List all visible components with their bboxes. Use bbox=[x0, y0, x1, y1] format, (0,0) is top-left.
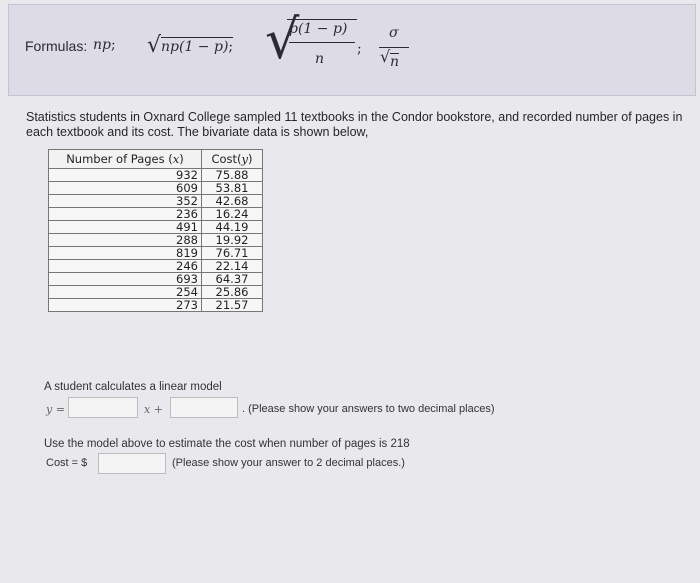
formula-sep-1: ; bbox=[110, 37, 116, 53]
cell-pages: 288 bbox=[49, 234, 202, 247]
table-row bbox=[49, 182, 263, 195]
column-header-pages-text: Number of Pages ( bbox=[66, 152, 173, 166]
estimate-prompt: Use the model above to estimate the cost when number of pages is 218 bbox=[44, 438, 410, 450]
cell-cost: 22.14 bbox=[202, 260, 263, 273]
column-header-pages-var: x bbox=[172, 152, 180, 166]
table-row bbox=[49, 221, 263, 234]
cell-pages: 352 bbox=[49, 195, 202, 208]
column-header-pages bbox=[49, 150, 202, 169]
radical-sign: √ bbox=[380, 47, 391, 66]
formula-sqrt-npq-text: np(1 − p) bbox=[161, 39, 229, 55]
table-row bbox=[49, 208, 263, 221]
radical-sign: √ bbox=[265, 8, 300, 71]
formula-np bbox=[93, 37, 116, 53]
cell-pages: 693 bbox=[49, 273, 202, 286]
formulas-label: Formulas: bbox=[25, 38, 88, 54]
cost-label: Cost = $ bbox=[46, 457, 88, 469]
cell-cost: 19.92 bbox=[202, 234, 263, 247]
cost-decimal-note: (Please show your answer to 2 decimal places.) bbox=[172, 457, 405, 469]
table-row bbox=[49, 299, 263, 312]
cell-pages: 819 bbox=[49, 247, 202, 260]
cell-pages: 273 bbox=[49, 299, 202, 312]
cell-cost: 53.81 bbox=[202, 182, 263, 195]
formula-sqrt-pq-over-n bbox=[265, 8, 361, 81]
formula-sep-2: ; bbox=[228, 39, 234, 55]
formula-np-text: np bbox=[93, 37, 111, 53]
cell-cost: 76.71 bbox=[202, 247, 263, 260]
table-row bbox=[49, 234, 263, 247]
table-row bbox=[49, 169, 263, 182]
column-header-cost-var: y bbox=[241, 152, 249, 166]
x-plus-label: x + bbox=[144, 403, 163, 416]
cell-cost: 44.19 bbox=[202, 221, 263, 234]
y-equals-label: y = bbox=[46, 403, 65, 416]
cost-estimate-row bbox=[44, 453, 664, 475]
cell-pages: 491 bbox=[49, 221, 202, 234]
table-header-row bbox=[49, 150, 263, 169]
table-row bbox=[49, 195, 263, 208]
slope-input[interactable] bbox=[68, 397, 138, 418]
table-row bbox=[49, 273, 263, 286]
linear-model-row bbox=[44, 397, 664, 419]
cell-pages: 932 bbox=[49, 169, 202, 182]
problem-statement: Statistics students in Oxnard College sampled 11 textbooks in the Condor bookstore, and recorded number of pages in each textbook and its cost. The bivariate data is shown below, bbox=[26, 110, 683, 139]
cell-cost: 64.37 bbox=[202, 273, 263, 286]
cell-pages: 254 bbox=[49, 286, 202, 299]
model-prompt: A student calculates a linear model bbox=[44, 381, 222, 393]
formulas-panel bbox=[8, 4, 696, 96]
radical-vinculum bbox=[287, 19, 357, 20]
decimal-places-note: . (Please show your answers to two decimal places) bbox=[242, 403, 495, 415]
cell-pages: 236 bbox=[49, 208, 202, 221]
table-row bbox=[49, 247, 263, 260]
column-header-cost-text: Cost( bbox=[211, 152, 242, 166]
cell-pages: 609 bbox=[49, 182, 202, 195]
cell-cost: 42.68 bbox=[202, 195, 263, 208]
cell-cost: 75.88 bbox=[202, 169, 263, 182]
formula-sigma-over-sqrt-n bbox=[377, 25, 411, 79]
column-header-pages-close: ) bbox=[179, 152, 184, 166]
formula-sep-3: ; bbox=[357, 41, 362, 57]
fraction-numerator: p(1 − p) bbox=[289, 21, 348, 37]
formula-sqrt-npq-inner bbox=[161, 37, 233, 55]
cell-cost: 16.24 bbox=[202, 208, 263, 221]
cell-cost: 25.86 bbox=[202, 286, 263, 299]
formula-row bbox=[25, 8, 685, 85]
column-header-cost bbox=[202, 150, 263, 169]
column-header-cost-close: ) bbox=[248, 152, 253, 166]
cell-cost: 21.57 bbox=[202, 299, 263, 312]
fraction-bar bbox=[289, 42, 355, 43]
cost-input[interactable] bbox=[98, 453, 166, 474]
radical-sign: √ bbox=[147, 33, 162, 58]
intercept-input[interactable] bbox=[170, 397, 238, 418]
data-table bbox=[48, 149, 263, 312]
table-row bbox=[49, 286, 263, 299]
fraction-denominator: n bbox=[390, 54, 400, 70]
fraction-numerator: σ bbox=[389, 25, 399, 41]
fraction-denominator: n bbox=[315, 51, 325, 67]
cell-pages: 246 bbox=[49, 260, 202, 273]
table-row bbox=[49, 260, 263, 273]
